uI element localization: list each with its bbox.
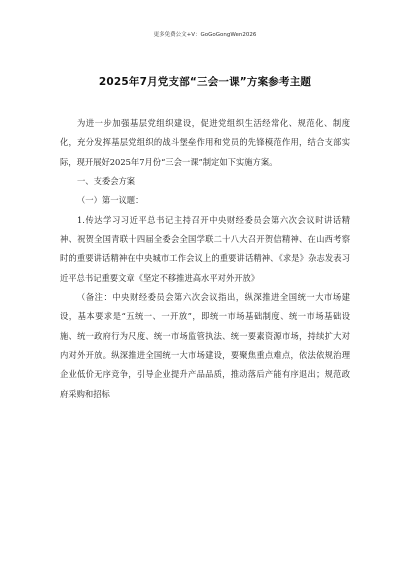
- note-paragraph: （备注：中央财经委员会第六次会议指出，纵深推进全国统一大市场建设，基本要求是“五统一、一开放”，即统一市场基础制度、统一市场基础设施、统一政府行为尺度、统一市场监管执法、统一要素资源市场，持续扩大对内对外开放。纵深推进全国统一大市场建设，要聚焦重点难点，依法依规治理企业低价无序竞争，引导企业提升产品品质，推动落后产能有序退出；规范政府采购和招标: [60, 292, 350, 399]
- header-note: 更多免费公文+V：GoGoGongWen2026: [153, 32, 257, 38]
- intro-paragraph: 为进一步加强基层党组织建设，促进党组织生活经常化、规范化、制度化，充分发挥基层党组织的战斗堡垒作用和党员的先锋模范作用，结合支部实际，现开展好2025年7月份“三会一课”制定如下实施方案。: [60, 118, 350, 167]
- document-title: 2025年7月党支部“三会一课”方案参考主题: [98, 76, 312, 88]
- section-heading: 一、支委会方案: [77, 176, 136, 187]
- item-paragraph: 1.传达学习习近平总书记主持召开中央财经委员会第六次会议时讲话精神、祝贺全国青联十四届全委会全国学联二十八大召开贺信精神、在山西考察时的重要讲话精神在中央城市工作会议上的重要讲话精神、《求是》杂志发表习近平总书记重要文章《坚定不移推进高水平对外开放》: [60, 214, 350, 283]
- subsection-heading: （一）第一议题：: [77, 195, 144, 206]
- document-body: [60, 114, 350, 404]
